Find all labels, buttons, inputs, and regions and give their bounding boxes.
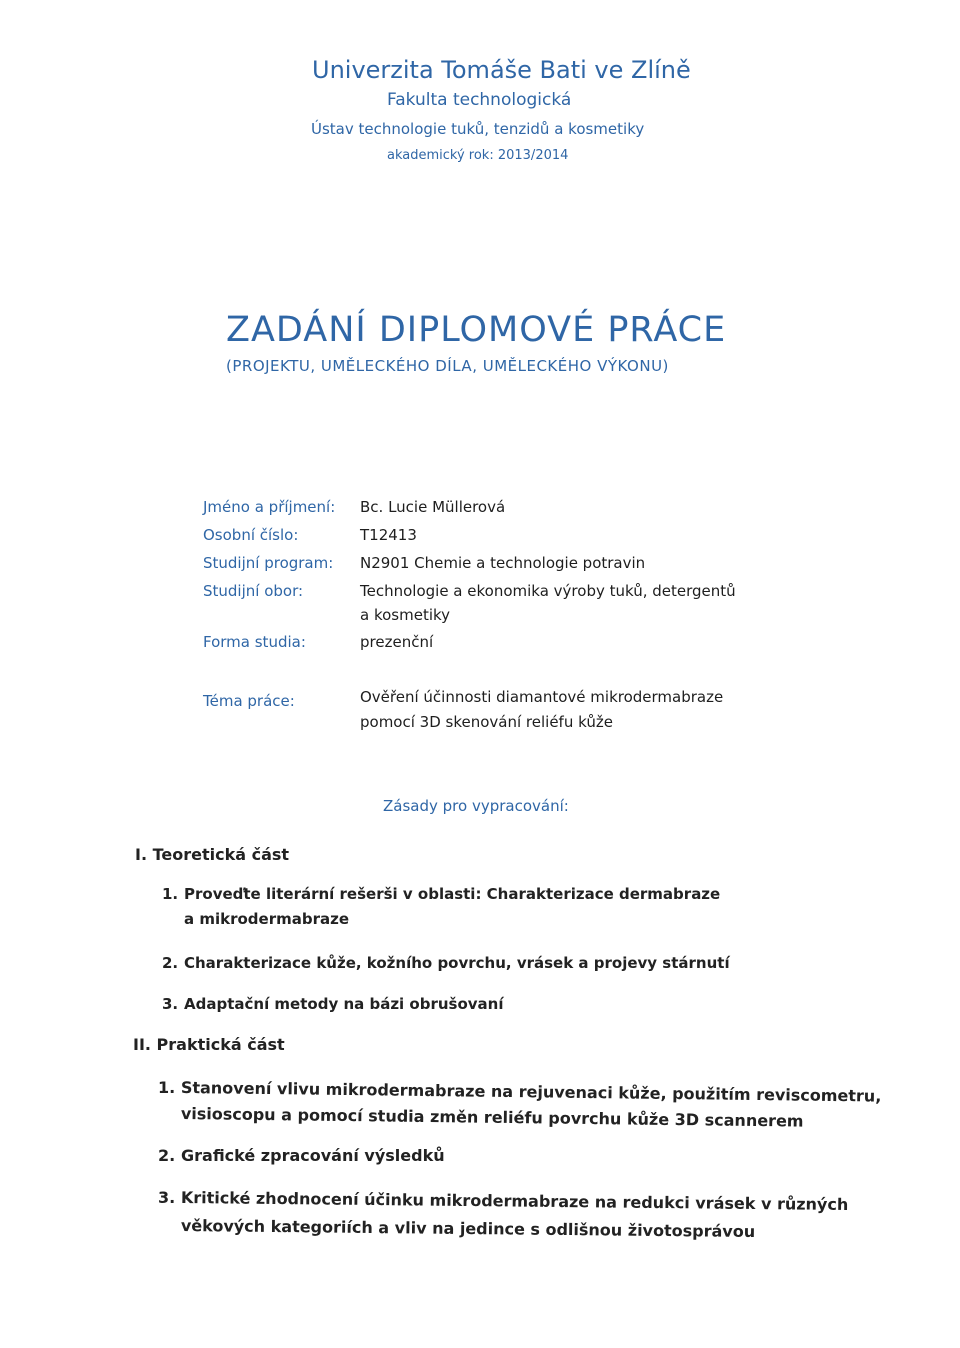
faculty-name: Fakulta technologická [387,90,572,110]
list-item-text: Proveďte literární rešerši v oblasti: Charakterizace dermabraze [184,885,721,903]
page-title: ZADÁNÍ DIPLOMOVÉ PRÁCE [226,310,727,350]
list-item-text: Kritické zhodnocení účinku mikrodermabraze na redukci vrásek v různých [180,1188,849,1214]
list-item-text: Charakterizace kůže, kožního povrchu, vrásek a projevy stárnutí [184,954,730,972]
list-item-text: Grafické zpracování výsledků [181,1146,445,1165]
obor-value-line1: Technologie a ekonomika výroby tuků, detergentů [360,582,736,600]
list-item-number: 1. [162,885,179,903]
forma-label: Forma studia: [203,633,306,651]
list-item-number: 3. [162,995,179,1013]
id-value: T12413 [360,526,417,544]
academic-year: akademický rok: 2013/2014 [387,148,569,163]
list-item-text: Adaptační metody na bázi obrušovaní [184,995,504,1013]
id-label: Osobní číslo: [203,526,299,544]
page-subtitle: (PROJEKTU, UMĚLECKÉHO DÍLA, UMĚLECKÉHO VÝKONU) [226,357,669,375]
tema-value-line2: pomocí 3D skenování reliéfu kůže [360,713,613,731]
name-value: Bc. Lucie Müllerová [360,498,506,516]
list-item-text: Stanovení vlivu mikrodermabraze na rejuvenaci kůže, použitím reviscometru, [180,1078,882,1106]
list-item-text: visioscopu a pomocí studia změn reliéfu povrchu kůže 3D scannerem [180,1104,804,1131]
name-label: Jméno a příjmení: [203,498,336,516]
institute-name: Ústav technologie tuků, tenzidů a kosmetiky [311,120,645,138]
program-label: Studijní program: [203,554,334,572]
obor-value-line2: a kosmetiky [360,606,451,624]
section-heading: I. Teoretická část [135,845,290,864]
tema-value-line1: Ověření účinnosti diamantové mikrodermabraze [360,688,724,706]
principles-heading: Zásady pro vypracování: [383,797,569,815]
program-value: N2901 Chemie a technologie potravin [360,554,646,572]
forma-value: prezenční [360,633,434,651]
section-heading: II. Praktická část [133,1035,285,1054]
list-item-text: a mikrodermabraze [184,910,350,928]
list-item-text: věkových kategoriích a vliv na jedince s odlišnou životosprávou [180,1216,756,1242]
obor-label: Studijní obor: [203,582,304,600]
list-item-number: 2. [162,954,179,972]
list-item-number: 2. [158,1146,176,1165]
university-name: Univerzita Tomáše Bati ve Zlíně [312,56,691,84]
list-item-number: 1. [158,1078,176,1097]
tema-label: Téma práce: [203,692,295,710]
list-item-number: 3. [158,1188,176,1207]
